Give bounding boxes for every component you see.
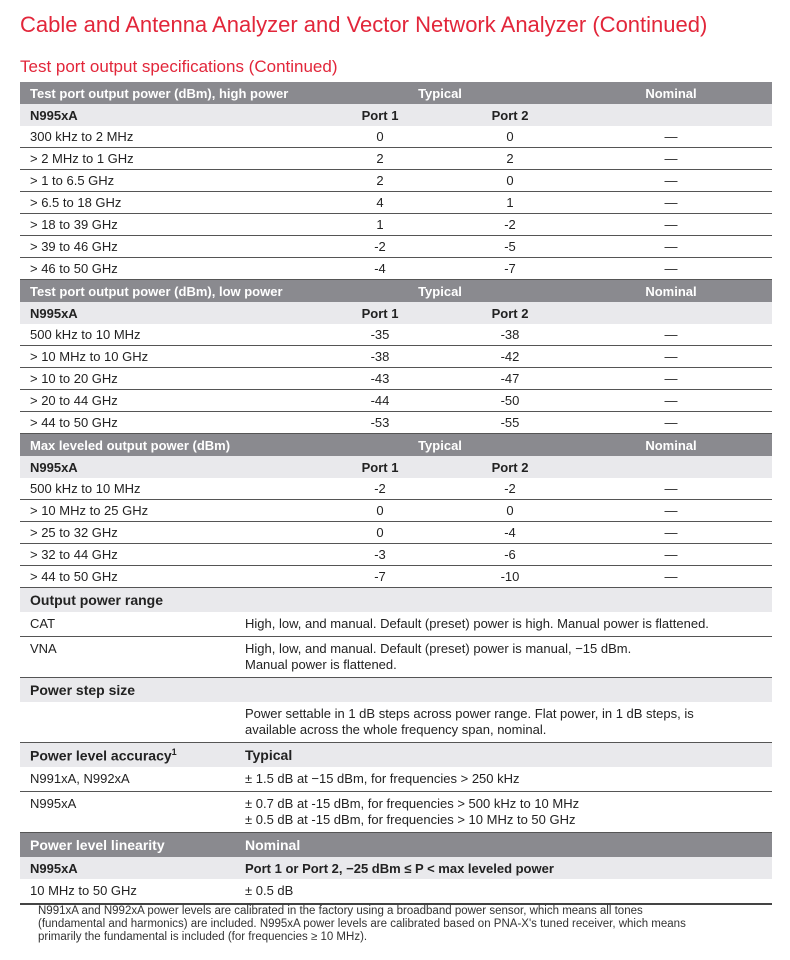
table-row <box>20 258 772 280</box>
accuracy-row-n995: N995xA ± 0.7 dB at -15 dBm, for frequencies > 500 kHz to 10 MHz ± 0.5 dB at -15 dBm, for frequencies > 10 MHz to 50 GHz <box>20 792 772 833</box>
port2-value: -6 <box>504 547 516 562</box>
table-row <box>20 566 772 588</box>
accuracy-row-n991: N991xA, N992xA ± 1.5 dB at −15 dBm, for frequencies > 250 kHz <box>20 767 772 792</box>
port1-value: 4 <box>376 195 384 210</box>
cat-text: High, low, and manual. Default (preset) power is high. Manual power is flattened. <box>245 616 709 631</box>
table-row <box>20 478 772 500</box>
model-label: N995xA <box>30 107 78 123</box>
nominal-value: — <box>664 547 678 562</box>
nominal-label: Nominal <box>645 437 697 453</box>
table-row <box>20 390 772 412</box>
port2-value: 1 <box>506 195 514 210</box>
spec-table <box>20 82 772 905</box>
port2-value: -47 <box>500 371 520 386</box>
port1-value: -2 <box>374 481 386 496</box>
port2-value: -38 <box>500 327 520 342</box>
port2-value: 0 <box>506 503 514 518</box>
frequency-range: > 20 to 44 GHz <box>30 393 118 408</box>
table-subheader <box>20 104 772 126</box>
linearity-heading: Power level linearity Nominal <box>20 833 772 857</box>
port2-value: -5 <box>504 239 516 254</box>
vna-label: VNA <box>30 641 57 656</box>
port1-label: Port 1 <box>361 305 399 321</box>
port2-value: -4 <box>504 525 516 540</box>
table-header <box>20 82 772 104</box>
frequency-range: > 1 to 6.5 GHz <box>30 173 115 188</box>
nominal-value: — <box>664 349 678 364</box>
port2-value: 0 <box>506 173 514 188</box>
port2-value: -7 <box>504 261 516 276</box>
frequency-range: > 10 MHz to 10 GHz <box>30 349 149 364</box>
port1-value: -3 <box>374 547 386 562</box>
nominal-value: — <box>664 415 678 430</box>
table-row <box>20 522 772 544</box>
port2-value: -2 <box>504 481 516 496</box>
table-row <box>20 324 772 346</box>
typical-label: Typical <box>418 437 462 453</box>
table-row <box>20 148 772 170</box>
accuracy-heading: Power level accuracy$^1$ Typical <box>20 743 772 767</box>
output-power-range-heading: Output power range <box>20 588 772 612</box>
port2-value: -42 <box>500 349 520 364</box>
nominal-value: — <box>664 371 678 386</box>
frequency-range: 500 kHz to 10 MHz <box>30 481 141 496</box>
port1-value: 2 <box>376 151 384 166</box>
section-subtitle: Test port output specifications (Continued) <box>20 57 338 76</box>
table-row <box>20 192 772 214</box>
cat-label: CAT <box>30 616 56 631</box>
typical-label: Typical <box>418 283 462 299</box>
nominal-value: — <box>664 503 678 518</box>
port1-value: -53 <box>370 415 390 430</box>
table-row <box>20 346 772 368</box>
frequency-range: 500 kHz to 10 MHz <box>30 327 141 342</box>
power-step-line2: available across the whole frequency span, nominal. <box>245 722 547 737</box>
frequency-range: > 2 MHz to 1 GHz <box>30 151 134 166</box>
port1-value: -35 <box>370 327 390 342</box>
port1-value: 0 <box>376 503 384 518</box>
vna-row <box>20 637 772 678</box>
table-row <box>20 500 772 522</box>
port2-value: 0 <box>506 129 514 144</box>
footnote: N991xA and N992xA power levels are calibrated in the factory using a broadband power sensor, which means all tones (fundamental and harmonics) are included. N995xA power levels are calibrated based on PNA-X's tuned receiver, which means primarily the fundamental is included (for frequencies ≥ 10 MHz). <box>38 905 686 943</box>
nominal-value: — <box>664 239 678 254</box>
table-row <box>20 236 772 258</box>
port1-value: -2 <box>374 239 386 254</box>
model-label: N995xA <box>30 305 78 321</box>
table-row <box>20 126 772 148</box>
table-row <box>20 412 772 434</box>
frequency-range: > 44 to 50 GHz <box>30 415 118 430</box>
port2-label: Port 2 <box>491 459 529 475</box>
table-title: Test port output power (dBm), high power <box>30 85 289 101</box>
table-header <box>20 434 772 456</box>
vna-text-line1: High, low, and manual. Default (preset) power is manual, −15 dBm. <box>245 641 632 656</box>
port2-label: Port 2 <box>491 107 529 123</box>
nominal-value: — <box>664 525 678 540</box>
frequency-range: 300 kHz to 2 MHz <box>30 129 134 144</box>
nominal-value: — <box>664 151 678 166</box>
table-title: Test port output power (dBm), low power <box>30 283 283 299</box>
nominal-value: — <box>664 217 678 232</box>
footnote-marker: 1 <box>171 746 177 757</box>
table-row <box>20 368 772 390</box>
frequency-range: > 39 to 46 GHz <box>30 239 118 254</box>
nominal-label: Nominal <box>645 283 697 299</box>
port1-value: -4 <box>374 261 386 276</box>
frequency-range: > 46 to 50 GHz <box>30 261 118 276</box>
nominal-value: — <box>664 393 678 408</box>
port1-value: -38 <box>370 349 390 364</box>
frequency-range: > 32 to 44 GHz <box>30 547 118 562</box>
port1-value: 2 <box>376 173 384 188</box>
nominal-value: — <box>664 195 678 210</box>
nominal-value: — <box>664 173 678 188</box>
frequency-range: > 25 to 32 GHz <box>30 525 118 540</box>
port2-label: Port 2 <box>491 305 529 321</box>
port1-value: -44 <box>370 393 390 408</box>
frequency-range: > 10 MHz to 25 GHz <box>30 503 149 518</box>
port2-value: -55 <box>500 415 520 430</box>
power-step-heading: Power step size <box>20 678 772 702</box>
port2-value: 2 <box>506 151 514 166</box>
frequency-range: > 6.5 to 18 GHz <box>30 195 122 210</box>
cat-row <box>20 612 772 637</box>
frequency-range: > 10 to 20 GHz <box>30 371 118 386</box>
port1-value: 0 <box>376 129 384 144</box>
port1-label: Port 1 <box>361 107 399 123</box>
frequency-range: > 44 to 50 GHz <box>30 569 118 584</box>
table-subheader <box>20 456 772 478</box>
nominal-label: Nominal <box>645 85 697 101</box>
page-title: Cable and Antenna Analyzer and Vector Network Analyzer (Continued) <box>20 12 708 37</box>
port1-label: Port 1 <box>361 459 399 475</box>
nominal-value: — <box>664 261 678 276</box>
table-row <box>20 214 772 236</box>
power-step-row <box>20 702 772 743</box>
power-step-line1: Power settable in 1 dB steps across power range. Flat power, in 1 dB steps, is <box>245 706 694 721</box>
table-title: Max leveled output power (dBm) <box>30 437 231 453</box>
table-row <box>20 170 772 192</box>
nominal-value: — <box>664 481 678 496</box>
frequency-range: > 18 to 39 GHz <box>30 217 118 232</box>
port1-value: 0 <box>376 525 384 540</box>
typical-label: Typical <box>418 85 462 101</box>
port2-value: -50 <box>500 393 520 408</box>
linearity-subheader: N995xA Port 1 or Port 2, −25 dBm ≤ P < max leveled power <box>20 857 772 879</box>
port1-value: 1 <box>376 217 384 232</box>
table-header <box>20 280 772 302</box>
nominal-value: — <box>664 129 678 144</box>
model-label: N995xA <box>30 459 78 475</box>
nominal-value: — <box>664 569 678 584</box>
port2-value: -2 <box>504 217 516 232</box>
port2-value: -10 <box>500 569 520 584</box>
power-tables <box>20 82 772 588</box>
accuracy-typical-label: Typical <box>245 747 293 763</box>
table-row <box>20 544 772 566</box>
port1-value: -43 <box>370 371 390 386</box>
nominal-value: — <box>664 327 678 342</box>
port1-value: -7 <box>374 569 386 584</box>
linearity-row: 10 MHz to 50 GHz ± 0.5 dB <box>20 879 772 905</box>
vna-text-line2: Manual power is flattened. <box>245 657 397 672</box>
linearity-nominal-label: Nominal <box>245 837 301 853</box>
table-subheader <box>20 302 772 324</box>
